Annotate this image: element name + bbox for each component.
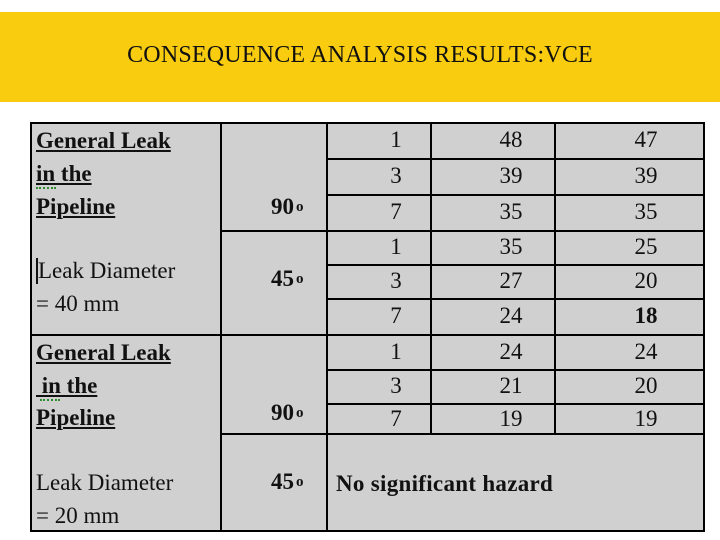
- table-cell: 39: [499, 163, 523, 188]
- table-border-right: [703, 122, 705, 532]
- group-label-line: in the: [36, 161, 92, 186]
- group-label-line: Pipeline: [36, 405, 116, 430]
- table-cell: 24: [634, 339, 658, 364]
- table-cell: 7: [390, 406, 402, 431]
- table-cell: 19: [499, 406, 523, 431]
- column-divider: [220, 122, 222, 532]
- column-divider: [430, 122, 432, 433]
- results-table: [30, 122, 705, 532]
- table-cell: 18: [634, 303, 658, 328]
- diameter-line: = 20 mm: [36, 503, 120, 528]
- table-cell: 3: [390, 268, 402, 293]
- table-cell: 20: [634, 373, 658, 398]
- slide-title: CONSEQUENCE ANALYSIS RESULTS:VCE: [127, 41, 593, 68]
- diameter-line: Leak Diameter: [38, 258, 176, 283]
- table-cell: 1: [390, 234, 402, 259]
- table-cell: 24: [499, 303, 523, 328]
- table-cell: 3: [390, 163, 402, 188]
- table-border-left: [30, 122, 32, 532]
- title-banner: [0, 12, 720, 102]
- table-cell: 21: [499, 373, 523, 398]
- group-label-line: in the: [36, 373, 98, 398]
- angle-label: 90 $^o$: [271, 400, 304, 425]
- table-cell: 3: [390, 373, 402, 398]
- table-cell: 35: [499, 234, 523, 259]
- table-cell: 19: [634, 406, 658, 431]
- no-hazard-note: No significant hazard: [336, 471, 554, 496]
- angle-label: 90 $^o$: [271, 194, 304, 219]
- table-cell: 20: [634, 268, 658, 293]
- table-cell: 7: [390, 199, 402, 224]
- table-cell: 7: [390, 303, 402, 328]
- angle-label: 45 $^o$: [271, 469, 304, 494]
- diameter-line: = 40 mm: [36, 291, 120, 316]
- table-cell: 27: [499, 268, 523, 293]
- table-cell: 39: [634, 163, 658, 188]
- table-cell: 47: [634, 127, 658, 152]
- angle-label: 45 $^o$: [271, 266, 304, 291]
- group-label-line: General Leak: [36, 340, 171, 365]
- table-cell: 24: [499, 339, 523, 364]
- table-cell: 35: [499, 199, 523, 224]
- table-cell: 1: [390, 127, 402, 152]
- group-label-line: General Leak: [36, 128, 171, 153]
- table-cell: 35: [634, 199, 658, 224]
- column-divider: [326, 122, 328, 532]
- table-cell: 1: [390, 339, 402, 364]
- table-cell: 48: [499, 127, 523, 152]
- spellcheck-underline: [36, 184, 56, 189]
- table-border-bottom: [30, 530, 705, 532]
- column-divider: [554, 122, 556, 433]
- diameter-line: Leak Diameter: [36, 470, 174, 495]
- table-cell: 25: [634, 234, 658, 259]
- group-label-line: Pipeline: [36, 194, 116, 219]
